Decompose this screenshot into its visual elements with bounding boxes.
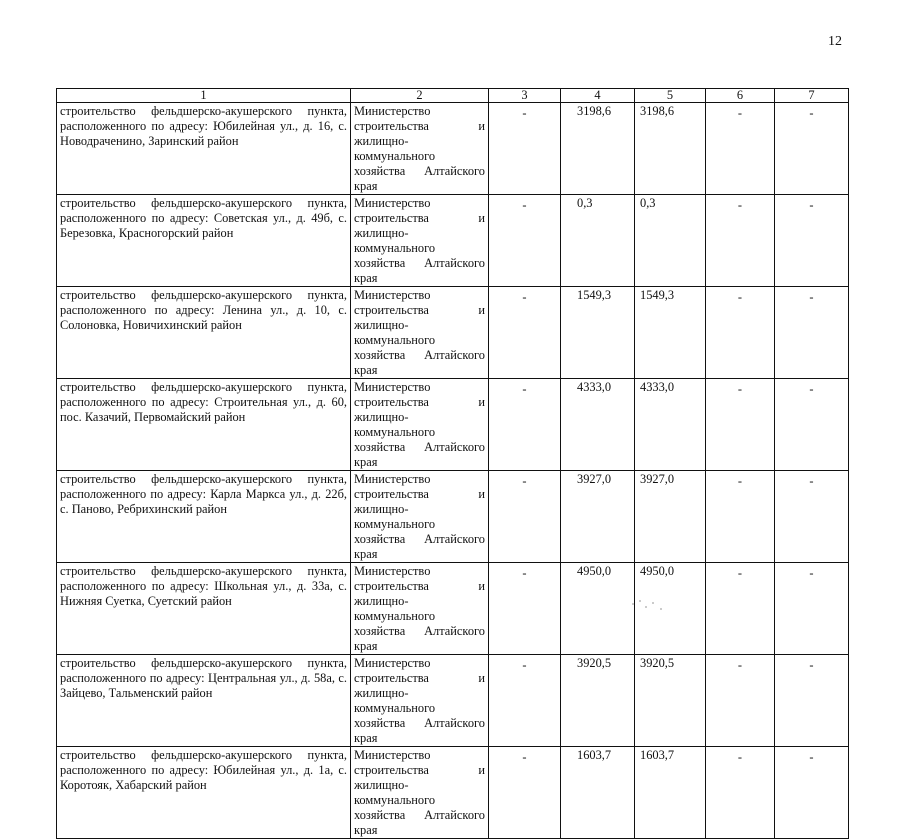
project-description-cell — [57, 287, 351, 379]
project-description-cell-text: строительство фельдшерско-акушерского пункта, расположенного по адресу: Ленина ул., д. 10, с. Солоновка, Новичихинский район — [60, 288, 347, 332]
project-description-cell-text: строительство фельдшерско-акушерского пункта, расположенного по адресу: Карла Маркса ул., д. 22б, с. Паново, Ребрихинский район — [60, 472, 347, 516]
column-4-value-cell — [561, 471, 635, 563]
column-4-value-cell-text: 4950,0 — [577, 564, 612, 578]
table-row — [57, 655, 849, 747]
column-4-value-cell-text: 1603,7 — [577, 748, 612, 762]
executor-cell — [351, 379, 489, 471]
column-5-value-cell-text: 4950,0 — [640, 564, 675, 578]
column-5-value-cell-text: 1603,7 — [640, 748, 675, 762]
executor-cell-text: Министерство строительства и жилищно-коммунального хозяйства Алтайского края — [354, 380, 485, 469]
column-7-cell-text: - — [809, 198, 814, 212]
column-4-value-cell — [561, 655, 635, 747]
project-description-cell-text: строительство фельдшерско-акушерского пункта, расположенного по адресу: Юбилейная ул., д. 1а, с. Коротояк, Хабарский район — [60, 748, 347, 792]
column-6-cell — [706, 195, 775, 287]
project-description-cell-text: строительство фельдшерско-акушерского пункта, расположенного по адресу: Юбилейная ул., д. 16, с. Новодраченино, Заринский район — [60, 104, 347, 148]
column-5-value-cell — [635, 195, 706, 287]
table-row — [57, 379, 849, 471]
page-number: 12 — [828, 34, 842, 49]
column-3-cell — [489, 379, 561, 471]
column-7-cell — [775, 471, 849, 563]
column-6-cell — [706, 287, 775, 379]
column-3-cell-text: - — [522, 106, 527, 120]
executor-cell — [351, 103, 489, 195]
executor-cell — [351, 287, 489, 379]
column-7-cell — [775, 655, 849, 747]
column-6-cell-text: - — [737, 382, 743, 396]
executor-cell-text: Министерство строительства и жилищно-коммунального хозяйства Алтайского края — [354, 288, 485, 377]
column-3-cell — [489, 195, 561, 287]
column-header: 1 — [57, 89, 351, 103]
column-7-cell — [775, 195, 849, 287]
column-7-cell — [775, 287, 849, 379]
column-7-cell-text: - — [809, 290, 814, 304]
column-4-value-cell-text: 3198,6 — [577, 104, 612, 118]
column-5-value-cell — [635, 747, 706, 839]
executor-cell-text: Министерство строительства и жилищно-коммунального хозяйства Алтайского края — [354, 104, 485, 193]
executor-cell-text: Министерство строительства и жилищно-коммунального хозяйства Алтайского края — [354, 656, 485, 745]
column-header: 4 — [561, 89, 635, 103]
column-3-cell-text: - — [522, 658, 527, 672]
column-header: 6 — [706, 89, 775, 103]
column-4-value-cell-text: 3927,0 — [577, 472, 612, 486]
header-row — [57, 89, 849, 103]
project-description-cell-text: строительство фельдшерско-акушерского пункта, расположенного по адресу: Строительная ул., д. 60, пос. Казачий, Первомайский район — [60, 380, 347, 424]
column-6-cell — [706, 103, 775, 195]
column-7-cell-text: - — [809, 566, 814, 580]
column-header: 5 — [635, 89, 706, 103]
scan-specks — [630, 598, 670, 612]
column-header: 2 — [351, 89, 489, 103]
executor-cell — [351, 471, 489, 563]
column-6-cell — [706, 379, 775, 471]
column-6-cell-text: - — [737, 658, 743, 672]
column-7-cell-text: - — [809, 474, 814, 488]
column-3-cell-text: - — [522, 474, 527, 488]
column-7-cell-text: - — [809, 750, 814, 764]
column-5-value-cell-text: 0,3 — [640, 196, 656, 210]
column-5-value-cell-text: 3927,0 — [640, 472, 675, 486]
column-4-value-cell — [561, 103, 635, 195]
column-5-value-cell-text: 3198,6 — [640, 104, 675, 118]
column-5-value-cell-text: 1549,3 — [640, 288, 675, 302]
column-header: 7 — [775, 89, 849, 103]
column-7-cell-text: - — [809, 106, 814, 120]
table-row — [57, 287, 849, 379]
executor-cell-text: Министерство строительства и жилищно-коммунального хозяйства Алтайского края — [354, 748, 485, 837]
column-4-value-cell-text: 3920,5 — [577, 656, 612, 670]
column-4-value-cell — [561, 563, 635, 655]
project-description-cell — [57, 471, 351, 563]
table-row — [57, 195, 849, 287]
project-description-cell — [57, 747, 351, 839]
column-3-cell — [489, 655, 561, 747]
column-6-cell-text: - — [737, 566, 743, 580]
column-7-cell — [775, 103, 849, 195]
project-description-cell — [57, 195, 351, 287]
column-3-cell-text: - — [522, 290, 527, 304]
column-4-value-cell — [561, 195, 635, 287]
column-6-cell — [706, 747, 775, 839]
column-4-value-cell-text: 4333,0 — [577, 380, 612, 394]
executor-cell — [351, 747, 489, 839]
executor-cell-text: Министерство строительства и жилищно-коммунального хозяйства Алтайского края — [354, 564, 485, 653]
project-description-cell — [57, 563, 351, 655]
column-5-value-cell — [635, 379, 706, 471]
project-description-cell — [57, 655, 351, 747]
column-6-cell — [706, 471, 775, 563]
column-5-value-cell — [635, 103, 706, 195]
column-3-cell-text: - — [522, 382, 527, 396]
project-description-cell-text: строительство фельдшерско-акушерского пункта, расположенного по адресу: Центральная ул., д. 58а, с. Зайцево, Тальменский район — [60, 656, 347, 700]
column-4-value-cell — [561, 379, 635, 471]
column-3-cell — [489, 287, 561, 379]
project-description-cell — [57, 379, 351, 471]
column-6-cell — [706, 563, 775, 655]
executor-cell — [351, 195, 489, 287]
executor-cell — [351, 563, 489, 655]
executor-cell-text: Министерство строительства и жилищно-коммунального хозяйства Алтайского края — [354, 196, 485, 285]
column-7-cell — [775, 379, 849, 471]
column-7-cell — [775, 747, 849, 839]
project-description-cell — [57, 103, 351, 195]
column-7-cell-text: - — [809, 658, 814, 672]
column-3-cell — [489, 563, 561, 655]
table-row — [57, 471, 849, 563]
column-5-value-cell — [635, 471, 706, 563]
column-4-value-cell-text: 1549,3 — [577, 288, 612, 302]
table-row — [57, 103, 849, 195]
executor-cell — [351, 655, 489, 747]
column-6-cell-text: - — [737, 750, 743, 764]
column-5-value-cell-text: 4333,0 — [640, 380, 675, 394]
column-3-cell-text: - — [522, 750, 527, 764]
column-6-cell-text: - — [737, 290, 743, 304]
column-3-cell-text: - — [522, 566, 527, 580]
column-4-value-cell-text: 0,3 — [577, 196, 593, 210]
project-description-cell-text: строительство фельдшерско-акушерского пункта, расположенного по адресу: Школьная ул., д. 33а, с. Нижняя Суетка, Суетский район — [60, 564, 347, 608]
column-3-cell — [489, 747, 561, 839]
program-table — [56, 88, 849, 839]
column-5-value-cell — [635, 655, 706, 747]
column-6-cell-text: - — [737, 106, 743, 120]
column-3-cell — [489, 471, 561, 563]
column-7-cell-text: - — [809, 382, 814, 396]
column-4-value-cell — [561, 747, 635, 839]
table-row — [57, 747, 849, 839]
column-header: 3 — [489, 89, 561, 103]
table-row — [57, 563, 849, 655]
project-description-cell-text: строительство фельдшерско-акушерского пункта, расположенного по адресу: Советская ул., д. 49б, с. Березовка, Красногорский район — [60, 196, 347, 240]
column-3-cell — [489, 103, 561, 195]
column-6-cell-text: - — [737, 474, 743, 488]
column-6-cell — [706, 655, 775, 747]
column-5-value-cell — [635, 287, 706, 379]
column-4-value-cell — [561, 287, 635, 379]
column-5-value-cell-text: 3920,5 — [640, 656, 675, 670]
executor-cell-text: Министерство строительства и жилищно-коммунального хозяйства Алтайского края — [354, 472, 485, 561]
column-3-cell-text: - — [522, 198, 527, 212]
column-6-cell-text: - — [737, 198, 743, 212]
column-7-cell — [775, 563, 849, 655]
